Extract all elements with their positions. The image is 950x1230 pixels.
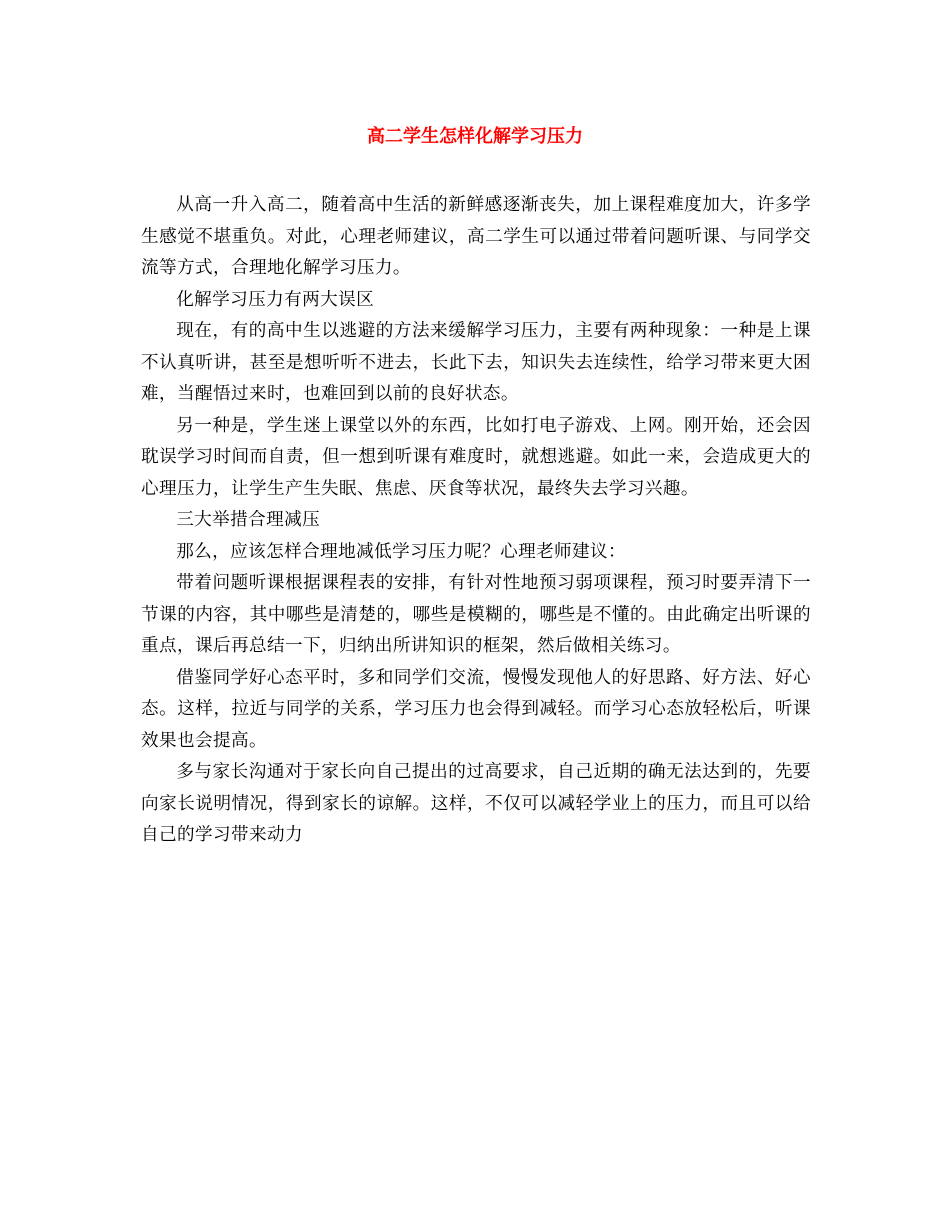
document-title: 高二学生怎样化解学习压力 — [367, 126, 583, 147]
paragraph-measures-intro: 那么，应该怎样合理地减低学习压力呢？心理老师建议： — [176, 541, 627, 562]
paragraph-intro: 从高一升入高二，随着高中生活的新鲜感逐渐丧失，加上课程难度加大，许多学生感觉不堪重负。对此，心理老师建议，高二学生可以通过带着问题听课、与同学交流等方式，合理地化解学习压力。 — [141, 195, 811, 278]
section-heading-misconceptions: 化解学习压力有两大误区 — [176, 289, 375, 310]
paragraph-measure-two: 借鉴同学好心态平时，多和同学们交流，慢慢发现他人的好思路、好方法、好心态。这样，拉近与同学的关系，学习压力也会得到减轻。而学习心态放轻松后，听课效果也会提高。 — [141, 667, 811, 751]
paragraph-measure-one: 带着问题听课根据课程表的安排，有针对性地预习弱项课程，预习时要弄清下一节课的内容，其中哪些是清楚的，哪些是模糊的，哪些是不懂的。由此确定出听课的重点，课后再总结一下，归纳出所讲知识的框架，然后做相关练习。 — [141, 573, 811, 656]
document-body — [141, 190, 811, 852]
paragraph-measure-three: 多与家长沟通对于家长向自己提出的过高要求，自己近期的确无法达到的，先要向家长说明情况，得到家长的谅解。这样，不仅可以减轻学业上的压力，而且可以给自己的学习带来动力 — [141, 762, 811, 845]
section-heading-measures: 三大举措合理减压 — [176, 510, 321, 530]
paragraph-misconception-one: 现在，有的高中生以逃避的方法来缓解学习压力，主要有两种现象：一种是上课不认真听讲，甚至是想听听不进去，长此下去，知识失去连续性，给学习带来更大困难，当醒悟过来时，也难回到以前的良好状态。 — [141, 321, 811, 404]
paragraph-misconception-two: 另一种是，学生迷上课堂以外的东西，比如打电子游戏、上网。刚开始，还会因耽误学习时间而自责，但一想到听课有难度时，就想逃避。如此一来，会造成更大的心理压力，让学生产生失眠、焦虑、厌食等状况，最终失去学习兴趣。 — [141, 415, 811, 499]
